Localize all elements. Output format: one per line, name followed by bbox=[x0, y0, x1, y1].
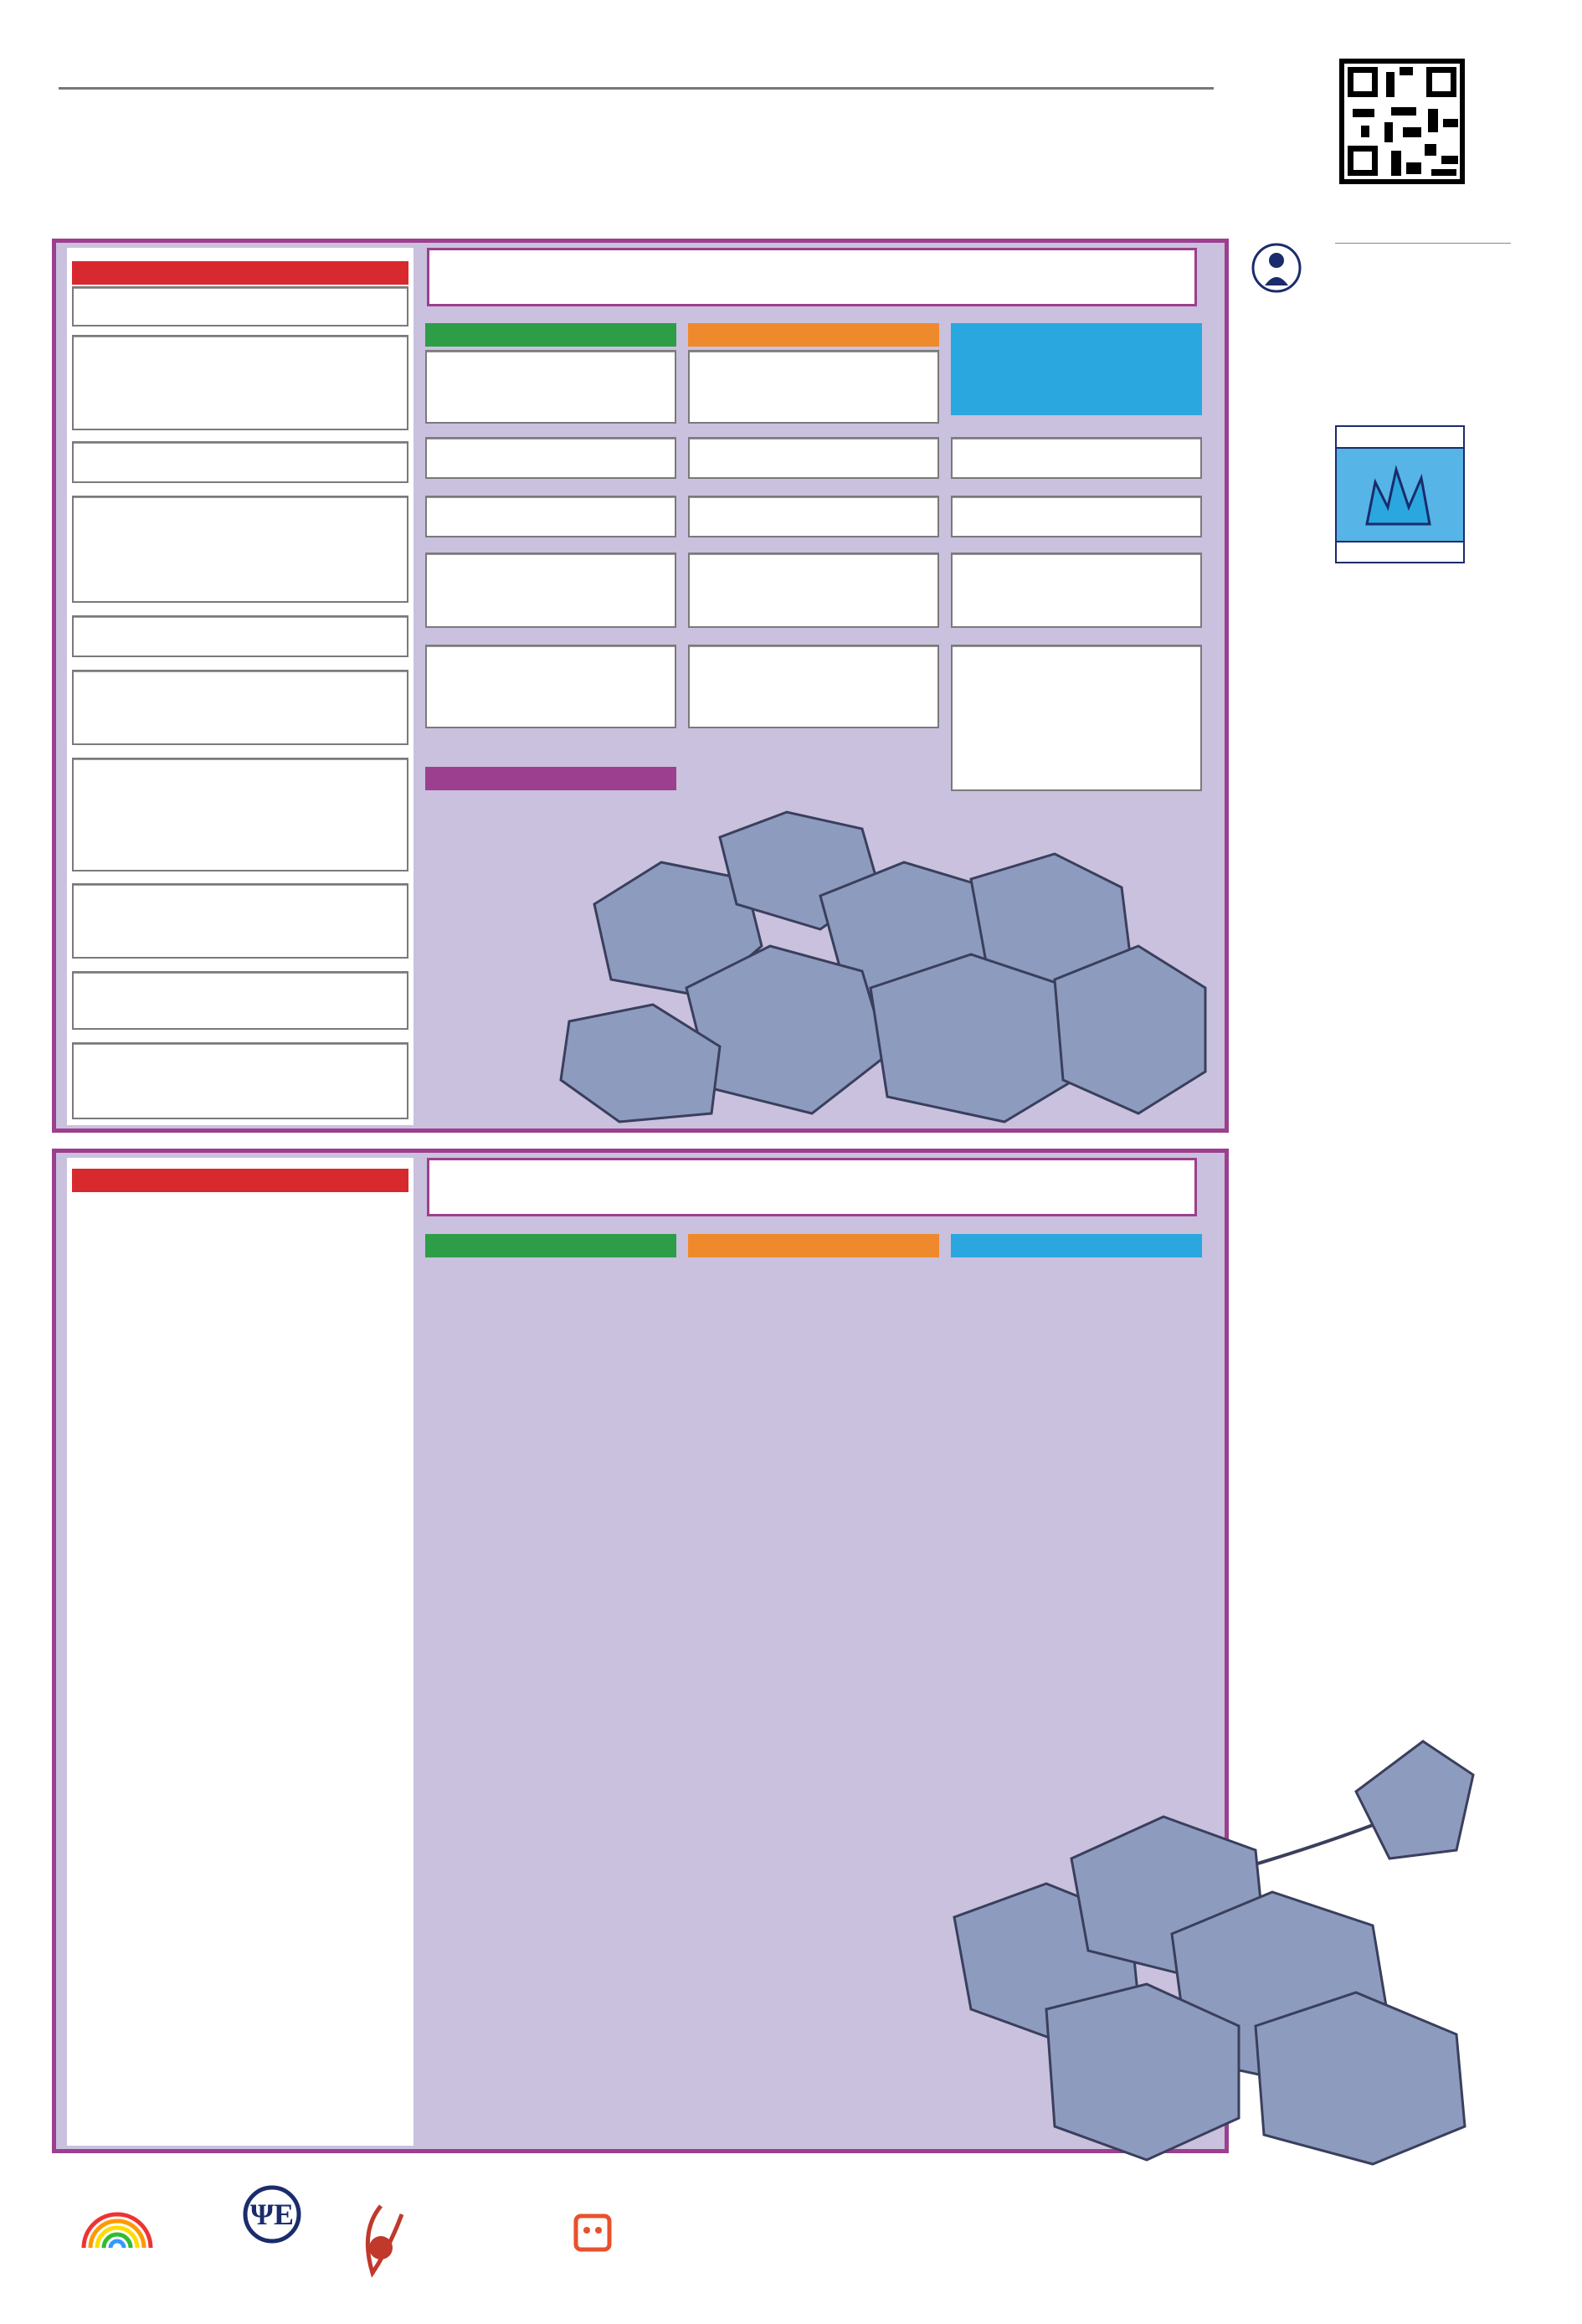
day1-foyer-header bbox=[425, 767, 676, 790]
day1-room640-session bbox=[688, 645, 939, 728]
day1-aula-header bbox=[72, 261, 408, 285]
day1-title bbox=[427, 248, 1197, 306]
header-divider bbox=[59, 87, 1214, 90]
session-description bbox=[74, 1045, 407, 1048]
day2-room-639 bbox=[688, 1234, 939, 1257]
pan-mask-icon bbox=[573, 2213, 612, 2252]
session-description bbox=[74, 444, 407, 447]
day1-room639-session bbox=[425, 496, 676, 537]
day1-aula-session bbox=[72, 335, 408, 430]
day2-left-column bbox=[67, 1158, 413, 2146]
svg-text:ΨΕ: ΨΕ bbox=[249, 2198, 295, 2231]
session-description bbox=[690, 440, 937, 443]
day1-room639-session bbox=[425, 553, 676, 628]
day1-room639-session bbox=[425, 350, 676, 424]
day1-room-639 bbox=[425, 323, 676, 347]
session-description bbox=[74, 498, 407, 501]
session-description bbox=[74, 886, 407, 889]
day1-room634-session bbox=[951, 553, 1202, 628]
session-description bbox=[74, 672, 407, 676]
session-description bbox=[74, 337, 407, 341]
session-description bbox=[74, 760, 407, 764]
day1-aula-session bbox=[72, 286, 408, 326]
day2-title bbox=[427, 1158, 1197, 1216]
efd-rainbow-icon bbox=[75, 2189, 159, 2256]
edpe-figure-icon bbox=[352, 2198, 410, 2281]
pan-logo bbox=[573, 2210, 925, 2260]
session-description bbox=[953, 498, 1200, 501]
session-description bbox=[74, 974, 407, 977]
session-description bbox=[427, 440, 675, 443]
session-description bbox=[427, 555, 675, 558]
day1-aula-session bbox=[72, 670, 408, 745]
session-description bbox=[74, 618, 407, 621]
day2-aula-header bbox=[72, 1169, 408, 1192]
session-description bbox=[953, 440, 1200, 443]
day1-aula-session bbox=[72, 971, 408, 1030]
efd-logo bbox=[50, 2189, 184, 2298]
aeon-bottom-text bbox=[1337, 541, 1463, 562]
day1-room-634 bbox=[951, 323, 1202, 415]
day1-room640-session bbox=[688, 553, 939, 628]
day2-room-640 bbox=[425, 1234, 676, 1257]
umbrella-illustration-2 bbox=[921, 1725, 1574, 2168]
day1-room639-session bbox=[425, 645, 676, 728]
session-description bbox=[953, 647, 1200, 650]
hps-psi-icon bbox=[243, 2185, 301, 2244]
day2-room-636 bbox=[951, 1234, 1202, 1257]
day1-room634-session bbox=[951, 437, 1202, 479]
day1-room634-session bbox=[951, 645, 1202, 791]
day1-aula-session bbox=[72, 883, 408, 959]
aeon-top-text bbox=[1337, 427, 1463, 449]
session-description bbox=[953, 555, 1200, 558]
day1-aula-session bbox=[72, 758, 408, 872]
day1-aula-session bbox=[72, 441, 408, 483]
session-description bbox=[690, 647, 937, 650]
session-description bbox=[690, 555, 937, 558]
day1-room640-session bbox=[688, 437, 939, 479]
session-description bbox=[690, 498, 937, 501]
session-description bbox=[690, 352, 937, 356]
day1-room-640 bbox=[688, 323, 939, 347]
day1-room640-session bbox=[688, 496, 939, 537]
umbrella-illustration-1 bbox=[469, 804, 1222, 1126]
day1-aula-session bbox=[72, 615, 408, 657]
session-description bbox=[427, 352, 675, 356]
day1-room640-session bbox=[688, 350, 939, 424]
day1-aula-session bbox=[72, 496, 408, 603]
session-description bbox=[74, 289, 407, 292]
day1-room634-session bbox=[951, 496, 1202, 537]
day1-aula-session bbox=[72, 1042, 408, 1119]
qr-code[interactable] bbox=[1339, 59, 1465, 184]
aeon-tree-icon bbox=[1337, 449, 1463, 541]
session-description bbox=[427, 498, 675, 501]
edpe-logo bbox=[352, 2198, 552, 2290]
hps-logo bbox=[226, 2185, 318, 2302]
day1-room639-session bbox=[425, 437, 676, 479]
university-seal-icon bbox=[1251, 239, 1302, 297]
session-description bbox=[427, 647, 675, 650]
university-name bbox=[1293, 241, 1553, 245]
aeon-institute-logo bbox=[1335, 425, 1465, 563]
